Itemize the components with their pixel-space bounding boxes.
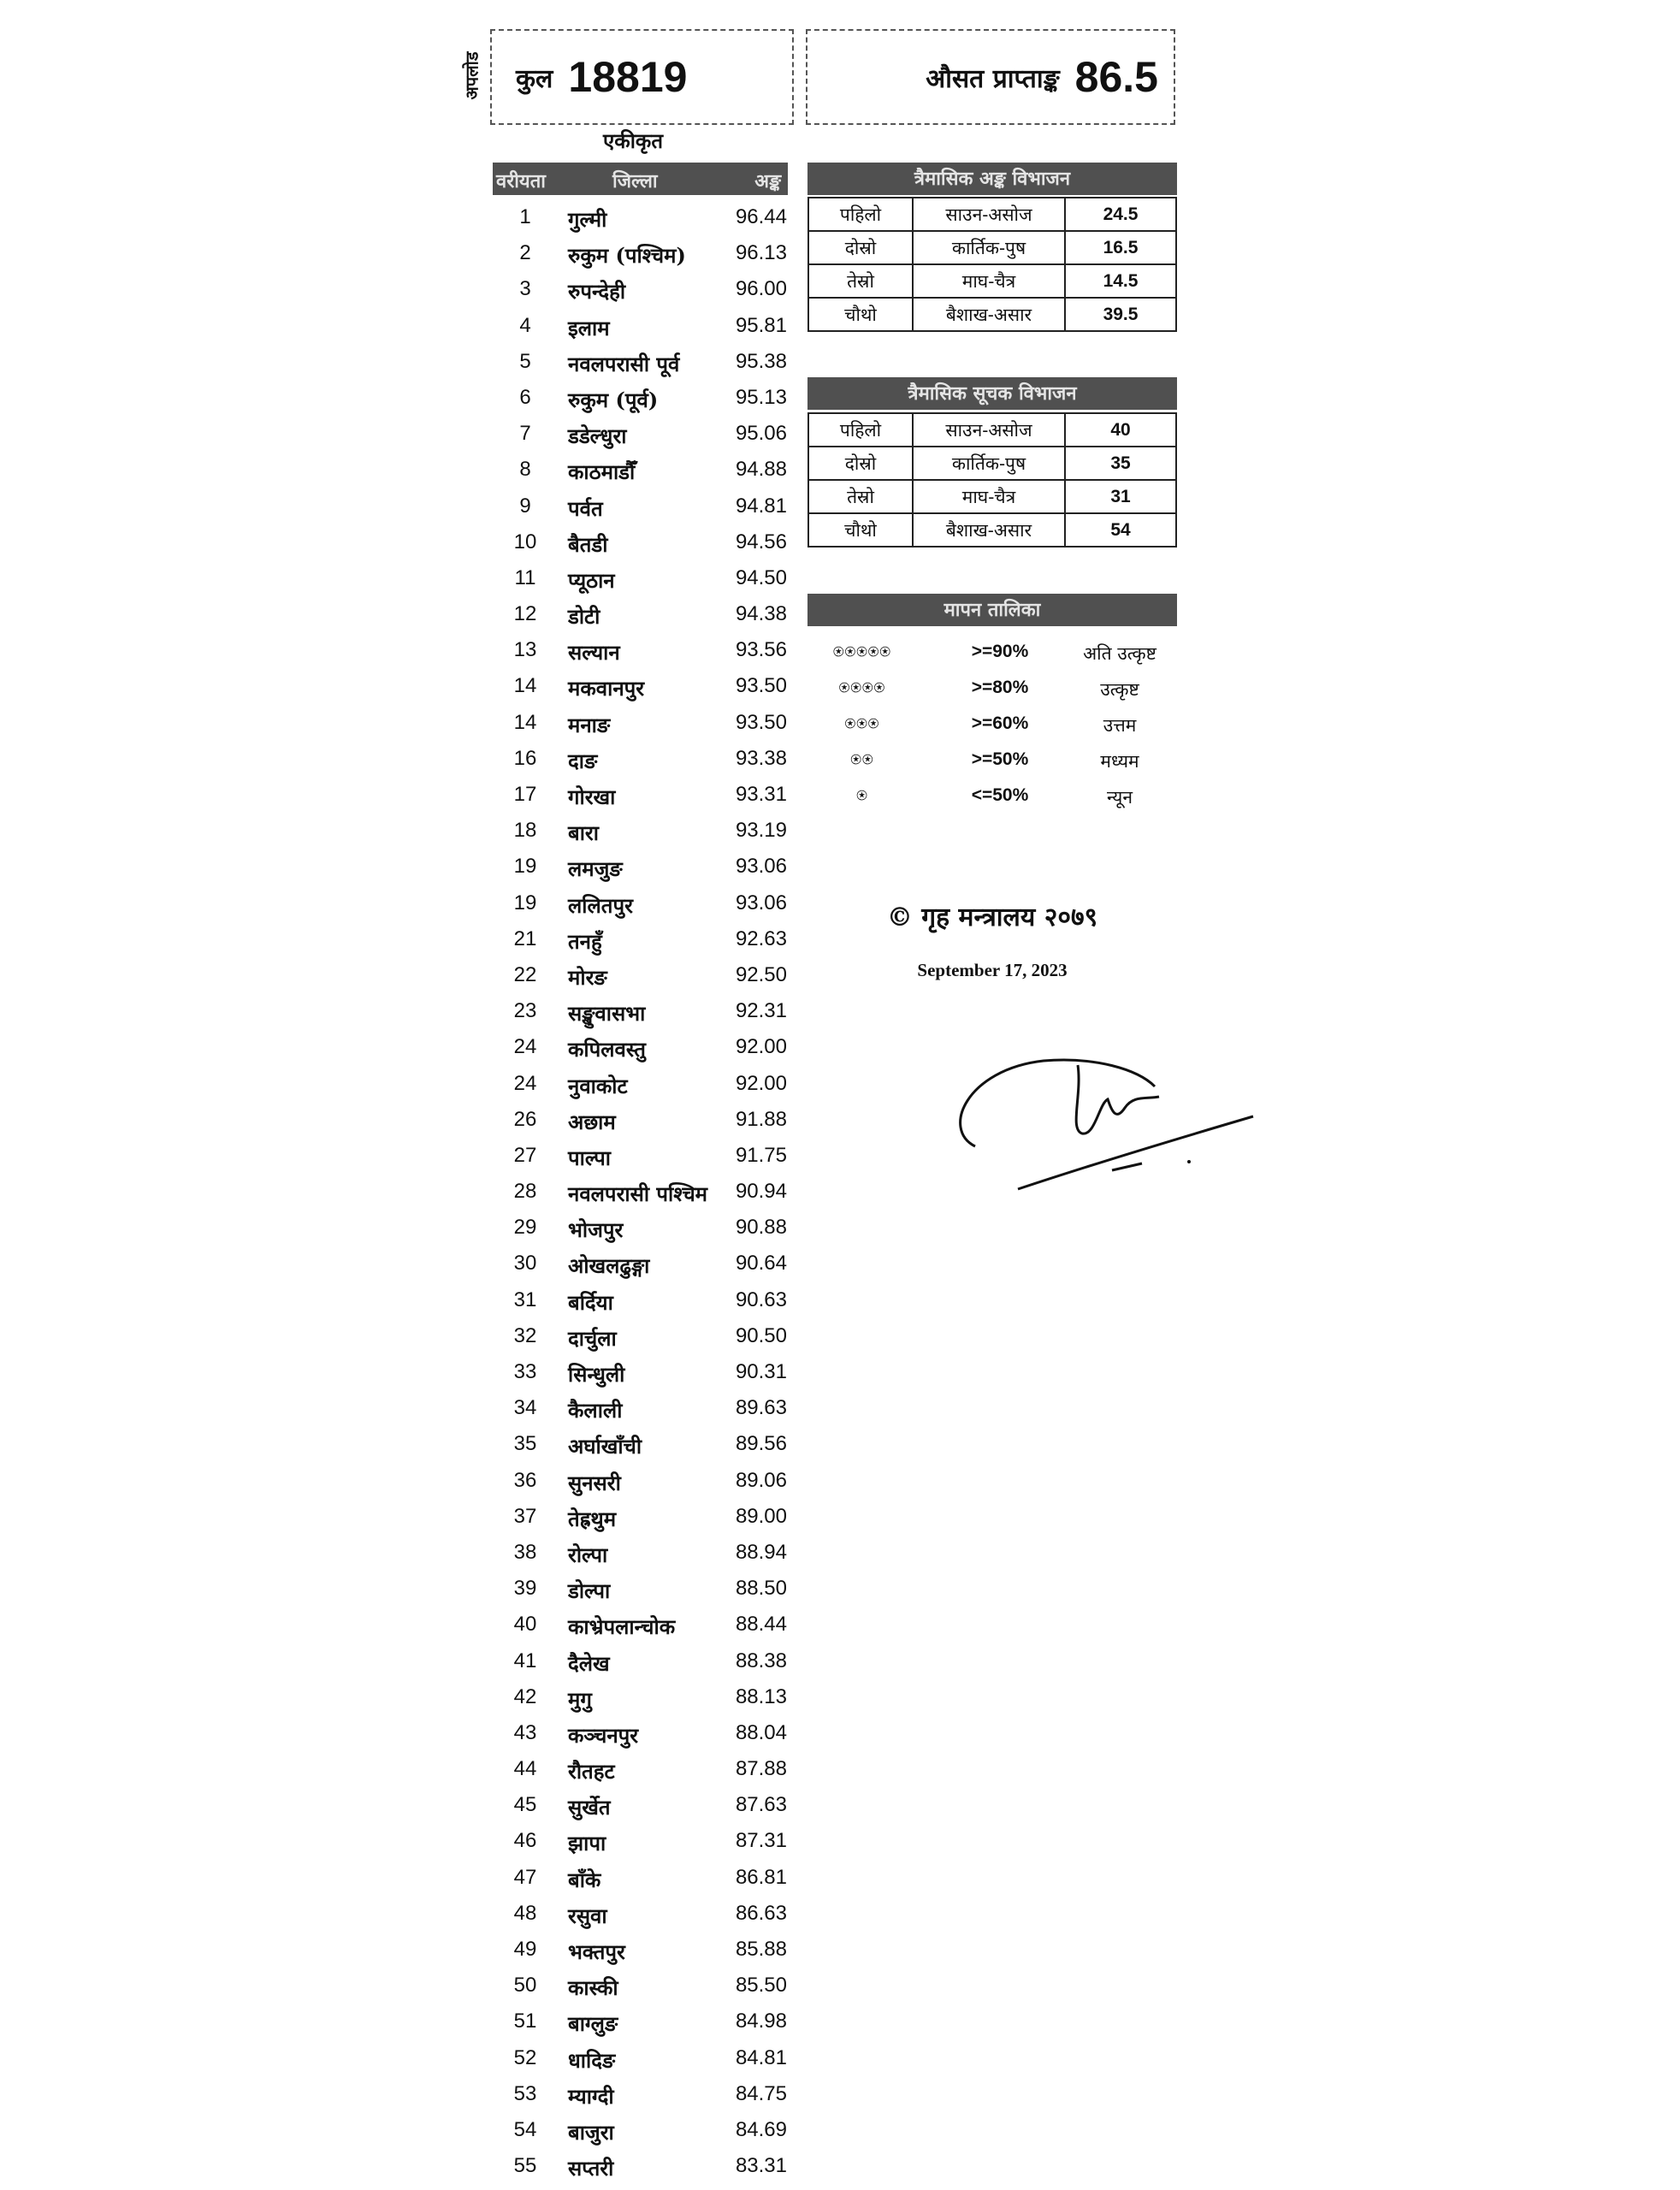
district-score: 88.50 <box>735 1577 787 1601</box>
district-score: 90.64 <box>735 1252 787 1276</box>
ranking-row <box>493 1425 792 1461</box>
district-score: 90.94 <box>735 1180 787 1204</box>
ranking-row <box>493 1859 792 1895</box>
rank-number: 32 <box>513 1323 537 1347</box>
rank-number: 40 <box>513 1613 537 1637</box>
ranking-row <box>493 307 792 343</box>
district-name: मनाङ <box>568 712 611 737</box>
ranking-row <box>493 415 792 451</box>
district-name: रौतहट <box>568 1759 615 1785</box>
district-score: 88.94 <box>735 1540 787 1564</box>
total-box <box>490 29 794 125</box>
district-name: बारा <box>568 820 599 846</box>
district-name: सप्तरी <box>568 2156 614 2181</box>
quarterly-score-table <box>807 197 1177 332</box>
ranking-row <box>493 704 792 740</box>
rank-number: 31 <box>513 1287 537 1311</box>
quarter-months: बैशाख-असार <box>913 513 1065 547</box>
rank-number: 6 <box>519 385 531 409</box>
district-name: गोरखा <box>568 784 616 809</box>
ranking-row <box>493 1245 792 1281</box>
rating-threshold: >=60% <box>971 713 1029 733</box>
rank-number: 13 <box>513 638 537 662</box>
rank-number: 34 <box>513 1396 537 1420</box>
district-score: 92.00 <box>735 1071 787 1095</box>
district-name: बाँके <box>568 1867 601 1892</box>
district-score: 93.06 <box>735 855 787 879</box>
ranking-row <box>493 885 792 920</box>
district-name: काठमाडौँ <box>568 459 636 485</box>
district-name: रसुवा <box>568 1903 607 1928</box>
ranking-row <box>493 1931 792 1967</box>
rank-number: 27 <box>513 1143 537 1167</box>
rank-number: 19 <box>513 891 537 914</box>
district-name: रुकुम (पूर्व) <box>568 387 659 412</box>
district-score: 95.06 <box>735 422 787 446</box>
ranking-row <box>493 524 792 559</box>
col-rank-header: वरीयता <box>496 170 546 192</box>
district-score: 93.31 <box>735 783 787 806</box>
district-score: 86.63 <box>735 1901 787 1925</box>
ranking-row <box>493 559 792 595</box>
district-score: 84.81 <box>735 2045 787 2069</box>
district-name: झापा <box>568 1831 606 1856</box>
rank-number: 54 <box>513 2117 537 2141</box>
ranking-row <box>493 379 792 415</box>
district-score: 89.63 <box>735 1396 787 1420</box>
rank-number: 30 <box>513 1252 537 1276</box>
district-name: ओखलढुङ्गा <box>568 1253 650 1279</box>
rank-number: 52 <box>513 2045 537 2069</box>
ranking-row <box>493 595 792 631</box>
document-date: September 17, 2023 <box>917 960 1068 980</box>
district-name: धादिङ <box>568 2047 616 2073</box>
rank-number: 44 <box>513 1757 537 1781</box>
district-name: डडेल्धुरा <box>568 423 627 449</box>
ranking-row <box>493 1389 792 1425</box>
district-name: दार्चुला <box>568 1325 617 1351</box>
rank-number: 29 <box>513 1216 537 1240</box>
district-score: 91.75 <box>735 1143 787 1167</box>
rank-number: 21 <box>513 926 537 950</box>
ranking-row <box>493 1967 792 2003</box>
rank-number: 1 <box>519 205 531 228</box>
district-name: बाग्लुङ <box>568 2011 618 2037</box>
ranking-row <box>493 776 792 812</box>
quarter-row <box>808 298 1176 331</box>
ranking-row <box>493 488 792 524</box>
rank-number: 5 <box>519 349 531 373</box>
district-score: 90.88 <box>735 1216 787 1240</box>
rank-number: 48 <box>513 1901 537 1925</box>
copyright-text: © गृह मन्त्रालय २०७९ <box>886 903 1098 932</box>
ranking-row <box>493 1714 792 1750</box>
district-score: 85.88 <box>735 1938 787 1961</box>
quarter-row <box>808 513 1176 547</box>
district-name: सङ्खुवासभा <box>568 1001 646 1027</box>
district-score: 93.56 <box>735 638 787 662</box>
rank-number: 2 <box>519 241 531 265</box>
district-name: नवलपरासी पश्चिम <box>568 1181 708 1207</box>
ranking-row <box>493 1317 792 1353</box>
ranking-row <box>493 848 792 884</box>
district-score: 84.75 <box>735 2081 787 2105</box>
rank-number: 19 <box>513 855 537 879</box>
district-score: 83.31 <box>735 2154 787 2178</box>
quarter-name: पहिलो <box>808 413 913 447</box>
rating-level: उत्कृष्ट <box>1100 679 1139 700</box>
ranking-row <box>493 1462 792 1498</box>
ranking-row <box>493 1498 792 1534</box>
district-score: 95.13 <box>735 385 787 409</box>
rating-level: उत्तम <box>1103 715 1137 736</box>
quarter-name: दोस्रो <box>808 231 913 264</box>
ranking-row <box>493 631 792 667</box>
quarter-row <box>808 264 1176 298</box>
rating-row <box>807 671 1177 707</box>
ranking-row <box>493 451 792 487</box>
district-name: तनहुँ <box>568 928 602 954</box>
district-score: 93.50 <box>735 710 787 734</box>
district-score: 93.06 <box>735 891 787 914</box>
district-score: 88.44 <box>735 1613 787 1637</box>
quarter-name: पहिलो <box>808 198 913 231</box>
quarter-value: 16.5 <box>1065 231 1176 264</box>
ranking-row <box>493 1209 792 1245</box>
ranking-row <box>493 1281 792 1317</box>
district-score: 91.88 <box>735 1107 787 1131</box>
quarter-row <box>808 447 1176 480</box>
quarter-months: बैशाख-असार <box>913 298 1065 331</box>
rank-number: 43 <box>513 1720 537 1744</box>
district-name: सुनसरी <box>568 1470 621 1495</box>
district-name: म्याग्दी <box>568 2083 614 2109</box>
district-score: 95.81 <box>735 313 787 337</box>
rating-table <box>807 635 1177 814</box>
district-score: 94.50 <box>735 565 787 589</box>
district-score: 94.81 <box>735 494 787 518</box>
district-score: 96.13 <box>735 241 787 265</box>
district-name: अर्घाखाँची <box>568 1434 642 1459</box>
quarter-row <box>808 413 1176 447</box>
quarter-months: कार्तिक-पुष <box>913 231 1065 264</box>
ranking-list <box>493 198 792 2183</box>
rating-threshold: >=90% <box>971 642 1029 661</box>
district-name: सुर्खेत <box>568 1795 611 1820</box>
ranking-row <box>493 1137 792 1173</box>
district-name: नुवाकोट <box>568 1073 628 1098</box>
district-score: 85.50 <box>735 1974 787 1998</box>
star-rating-icons: ⍟⍟⍟⍟⍟ <box>833 642 891 662</box>
rank-number: 26 <box>513 1107 537 1131</box>
district-score: 90.50 <box>735 1323 787 1347</box>
rating-row <box>807 778 1177 814</box>
district-score: 87.31 <box>735 1829 787 1853</box>
ranking-header <box>493 163 788 195</box>
rank-number: 47 <box>513 1865 537 1889</box>
district-score: 94.56 <box>735 530 787 553</box>
rank-number: 18 <box>513 819 537 843</box>
district-score: 93.38 <box>735 746 787 770</box>
ranking-row <box>493 1065 792 1101</box>
district-score: 89.56 <box>735 1432 787 1456</box>
col-district-header: जिल्ला <box>612 170 658 192</box>
district-score: 87.63 <box>735 1793 787 1817</box>
district-name: दैलेख <box>568 1650 610 1676</box>
district-score: 94.88 <box>735 458 787 482</box>
total-label: कुल <box>516 63 553 94</box>
district-score: 90.63 <box>735 1287 787 1311</box>
ranking-row <box>493 2003 792 2039</box>
ranking-row <box>493 1606 792 1642</box>
district-score: 86.81 <box>735 1865 787 1889</box>
rank-number: 35 <box>513 1432 537 1456</box>
rank-number: 53 <box>513 2081 537 2105</box>
ranking-row <box>493 1353 792 1389</box>
district-name: डोटी <box>568 604 600 630</box>
rank-number: 23 <box>513 999 537 1023</box>
district-score: 92.00 <box>735 1035 787 1059</box>
quarter-value: 39.5 <box>1065 298 1176 331</box>
rank-number: 55 <box>513 2154 537 2178</box>
quarter-value: 54 <box>1065 513 1176 547</box>
ranking-row <box>493 812 792 848</box>
district-name: कपिलवस्तु <box>568 1037 646 1062</box>
rank-number: 4 <box>519 313 531 337</box>
rating-table-title: मापन तालिका <box>807 594 1177 626</box>
district-name: पर्वत <box>568 495 603 521</box>
rank-number: 42 <box>513 1684 537 1708</box>
rank-number: 3 <box>519 277 531 301</box>
ranking-row <box>493 992 792 1028</box>
rank-number: 8 <box>519 458 531 482</box>
district-score: 92.31 <box>735 999 787 1023</box>
quarter-name: तेस्रो <box>808 480 913 513</box>
ranking-row <box>493 1822 792 1858</box>
district-name: दाङ <box>568 748 598 773</box>
signature-image <box>941 1035 1266 1206</box>
district-score: 88.13 <box>735 1684 787 1708</box>
district-name: पाल्पा <box>568 1145 611 1170</box>
quarter-months: साउन-असोज <box>913 413 1065 447</box>
rating-row <box>807 707 1177 743</box>
ranking-row <box>493 1534 792 1570</box>
rating-threshold: <=50% <box>971 785 1029 805</box>
average-value: 86.5 <box>1074 53 1158 101</box>
district-score: 94.38 <box>735 602 787 626</box>
rank-number: 17 <box>513 783 537 806</box>
district-name: लमजुङ <box>568 856 623 882</box>
rank-number: 37 <box>513 1504 537 1528</box>
rank-number: 14 <box>513 674 537 698</box>
district-score: 90.31 <box>735 1360 787 1383</box>
rank-number: 16 <box>513 746 537 770</box>
ranking-row <box>493 1173 792 1209</box>
district-name: सिन्धुली <box>568 1362 625 1387</box>
ranking-row <box>493 667 792 703</box>
quarter-months: कार्तिक-पुष <box>913 447 1065 480</box>
ranking-row <box>493 1570 792 1606</box>
ranking-row <box>493 956 792 992</box>
district-name: मकवानपुर <box>568 676 645 701</box>
rank-number: 51 <box>513 2009 537 2033</box>
district-name: रुपन्देही <box>568 279 626 305</box>
ranking-row <box>493 1028 792 1064</box>
district-name: भक्तपुर <box>568 1939 625 1964</box>
quarterly-indicator-table <box>807 412 1177 548</box>
star-rating-icons: ⍟ <box>856 785 868 806</box>
district-name: प्यूठान <box>568 567 615 593</box>
district-name: नवलपरासी पूर्व <box>568 351 680 376</box>
rank-number: 9 <box>519 494 531 518</box>
district-name: तेह्रथुम <box>568 1506 617 1531</box>
ranking-row <box>493 2147 792 2183</box>
district-score: 92.63 <box>735 926 787 950</box>
district-name: गुल्मी <box>568 207 607 232</box>
rank-number: 7 <box>519 422 531 446</box>
star-rating-icons: ⍟⍟ <box>850 749 874 770</box>
total-value: 18819 <box>568 53 688 101</box>
rank-number: 36 <box>513 1468 537 1492</box>
rank-number: 11 <box>514 565 536 589</box>
quarter-value: 31 <box>1065 480 1176 513</box>
ranking-row <box>493 2075 792 2111</box>
ranking-row <box>493 1750 792 1786</box>
average-box <box>806 29 1175 125</box>
quarter-row <box>808 231 1176 264</box>
quarter-value: 40 <box>1065 413 1176 447</box>
rank-number: 38 <box>513 1540 537 1564</box>
district-score: 93.19 <box>735 819 787 843</box>
rank-number: 33 <box>513 1360 537 1383</box>
district-score: 88.38 <box>735 1648 787 1672</box>
upload-side-label: अपलोड <box>461 50 482 100</box>
ranking-row <box>493 1678 792 1714</box>
district-name: कञ्चनपुर <box>568 1722 639 1748</box>
district-name: बैतडी <box>568 531 608 557</box>
rank-number: 50 <box>513 1974 537 1998</box>
rank-number: 49 <box>513 1938 537 1961</box>
ranking-row <box>493 1786 792 1822</box>
ranking-row <box>493 270 792 306</box>
rating-level: न्यून <box>1106 787 1133 808</box>
ranking-row <box>493 343 792 379</box>
ranking-row <box>493 2039 792 2075</box>
district-score: 96.00 <box>735 277 787 301</box>
quarterly-score-title: त्रैमासिक अङ्क विभाजन <box>807 163 1177 195</box>
rank-number: 24 <box>513 1035 537 1059</box>
district-score: 95.38 <box>735 349 787 373</box>
district-name: सल्यान <box>568 640 620 666</box>
quarter-row <box>808 198 1176 231</box>
average-label: औसत प्राप्ताङ्क <box>926 63 1060 94</box>
quarter-value: 35 <box>1065 447 1176 480</box>
district-name: भोजपुर <box>568 1217 624 1243</box>
quarter-name: चौथो <box>808 298 913 331</box>
district-score: 93.50 <box>735 674 787 698</box>
rating-level: मध्यम <box>1100 751 1139 772</box>
district-name: ललितपुर <box>568 892 633 918</box>
ranking-row <box>493 2111 792 2147</box>
rating-level: अति उत्कृष्ट <box>1083 643 1156 664</box>
ranking-row <box>493 920 792 956</box>
district-name: मुगु <box>568 1686 592 1712</box>
district-score: 87.88 <box>735 1757 787 1781</box>
star-rating-icons: ⍟⍟⍟ <box>844 713 880 734</box>
district-name: बाजुरा <box>568 2119 614 2145</box>
ranking-row <box>493 1895 792 1931</box>
quarterly-indicator-title: त्रैमासिक सूचक विभाजन <box>807 377 1177 410</box>
quarter-months: माघ-चैत्र <box>913 264 1065 298</box>
quarter-name: तेस्रो <box>808 264 913 298</box>
district-name: इलाम <box>568 315 610 340</box>
district-name: रुकुम (पश्चिम) <box>568 243 686 269</box>
rank-number: 45 <box>513 1793 537 1817</box>
rank-number: 41 <box>513 1648 537 1672</box>
star-rating-icons: ⍟⍟⍟⍟ <box>838 678 886 698</box>
col-score-header: अङ्क <box>754 170 781 192</box>
district-score: 96.44 <box>735 205 787 228</box>
rank-number: 10 <box>513 530 537 553</box>
rating-row <box>807 743 1177 778</box>
rank-number: 28 <box>513 1180 537 1204</box>
ranking-caption: एकीकृत <box>603 128 664 153</box>
district-name: बर्दिया <box>568 1289 613 1315</box>
quarter-value: 14.5 <box>1065 264 1176 298</box>
district-score: 92.50 <box>735 962 787 986</box>
district-name: काभ्रेपलान्चोक <box>568 1614 676 1640</box>
rating-row <box>807 635 1177 671</box>
rating-threshold: >=50% <box>971 749 1029 769</box>
ranking-row <box>493 198 792 234</box>
district-name: अछाम <box>568 1109 616 1134</box>
district-name: कास्की <box>568 1975 618 2001</box>
rank-number: 12 <box>513 602 537 626</box>
quarter-name: चौथो <box>808 513 913 547</box>
district-name: रोल्पा <box>568 1542 608 1567</box>
ranking-row <box>493 1101 792 1137</box>
district-score: 89.06 <box>735 1468 787 1492</box>
district-score: 88.04 <box>735 1720 787 1744</box>
rating-threshold: >=80% <box>971 678 1029 697</box>
quarter-name: दोस्रो <box>808 447 913 480</box>
district-name: कैलाली <box>568 1398 623 1424</box>
rank-number: 39 <box>513 1577 537 1601</box>
district-score: 84.98 <box>735 2009 787 2033</box>
district-name: मोरङ <box>568 964 607 990</box>
district-score: 89.00 <box>735 1504 787 1528</box>
ranking-row <box>493 740 792 776</box>
district-score: 84.69 <box>735 2117 787 2141</box>
quarter-row <box>808 480 1176 513</box>
rank-number: 22 <box>513 962 537 986</box>
ranking-row <box>493 234 792 270</box>
rank-number: 14 <box>513 710 537 734</box>
district-name: डोल्पा <box>568 1578 611 1604</box>
rank-number: 24 <box>513 1071 537 1095</box>
quarter-months: साउन-असोज <box>913 198 1065 231</box>
quarter-months: माघ-चैत्र <box>913 480 1065 513</box>
ranking-row <box>493 1642 792 1678</box>
rank-number: 46 <box>513 1829 537 1853</box>
quarter-value: 24.5 <box>1065 198 1176 231</box>
